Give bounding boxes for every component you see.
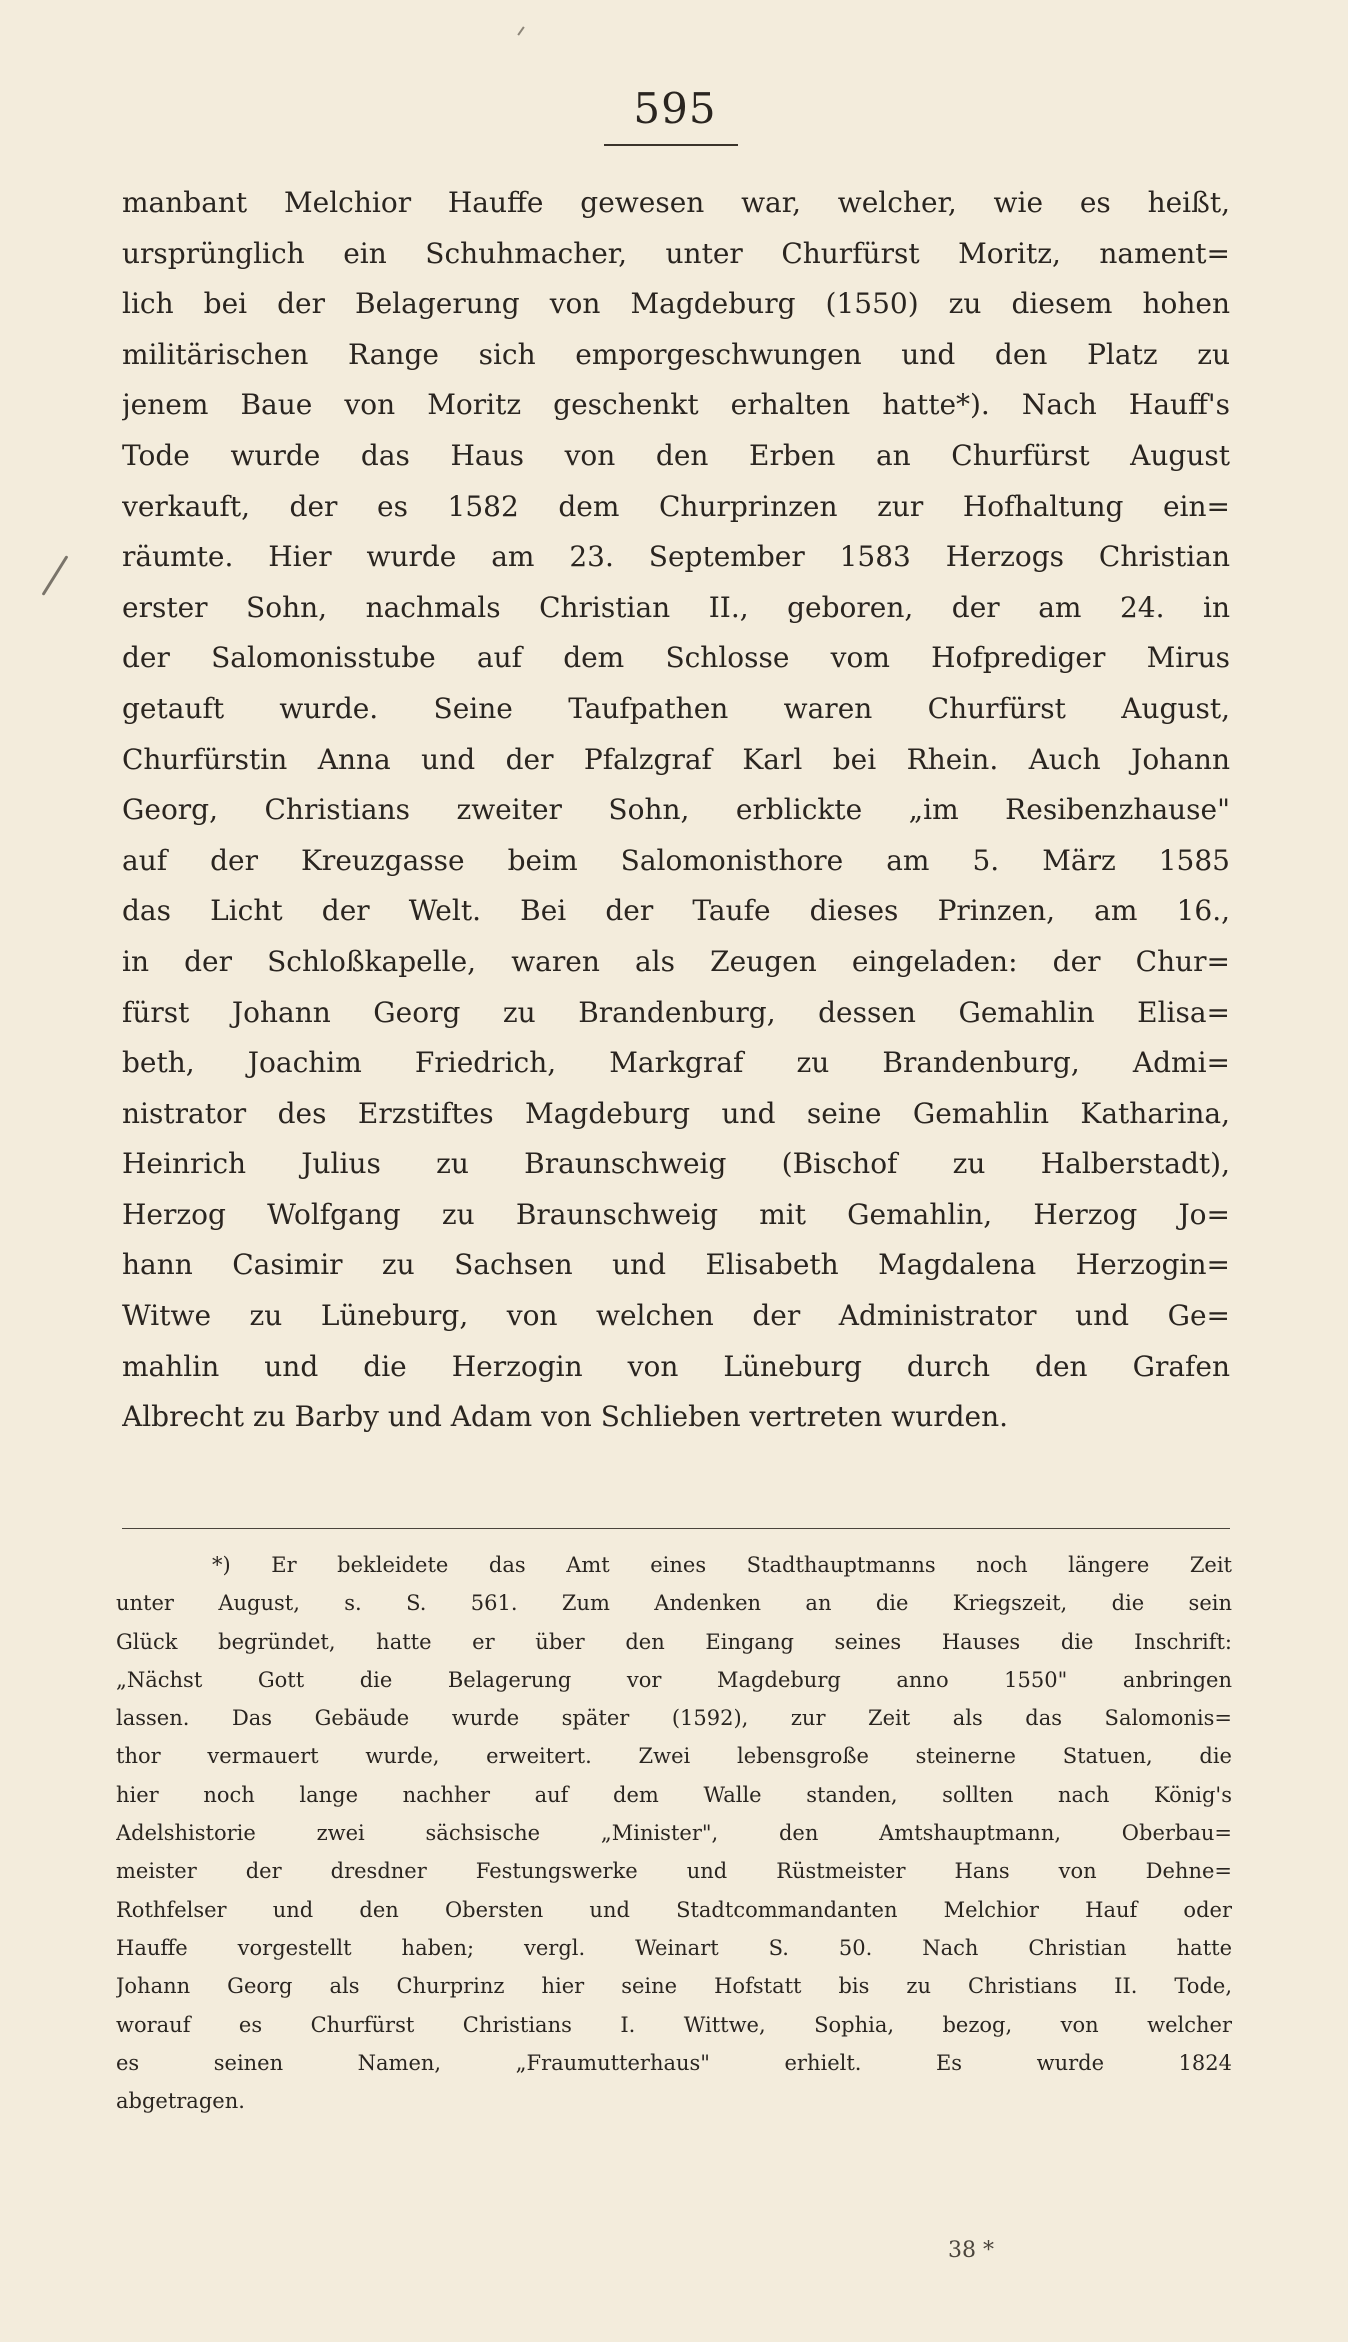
footnote: [116, 1546, 1232, 2120]
footnote-line: thor vermauert wurde, erweitert. Zwei lebensgroße steinerne Statuen, die: [116, 1744, 1232, 1769]
footnote-line: Rothfelser und den Obersten und Stadtcommandanten Melchior Hauf oder: [116, 1897, 1232, 1922]
body-line: der Salomonisstube auf dem Schlosse vom Hofprediger Mirus: [122, 641, 1230, 675]
body-line: Tode wurde das Haus von den Erben an Churfürst August: [122, 438, 1230, 472]
body-line: mahlin und die Herzogin von Lüneburg durch den Grafen: [122, 1349, 1230, 1383]
body-line: lich bei der Belagerung von Magdeburg (1550) zu diesem hohen: [122, 287, 1230, 321]
body-line: das Licht der Welt. Bei der Taufe dieses Prinzen, am 16.,: [122, 894, 1230, 928]
pencil-mark-margin: [42, 555, 69, 596]
body-line: fürst Johann Georg zu Brandenburg, dessen Gemahlin Elisa=: [122, 995, 1230, 1029]
body-line: Heinrich Julius zu Braunschweig (Bischof zu Halberstadt),: [122, 1147, 1230, 1181]
signature-mark: 38 *: [948, 2238, 994, 2263]
footnote-line: es seinen Namen, „Fraumutterhaus" erhielt. Es wurde 1824: [116, 2050, 1232, 2075]
footnote-line: lassen. Das Gebäude wurde später (1592), zur Zeit als das Salomonis=: [116, 1706, 1232, 1731]
footnote-line: Adelshistorie zwei sächsische „Minister", den Amtshauptmann, Oberbau=: [116, 1821, 1232, 1846]
footnote-line: Hauffe vorgestellt haben; vergl. Weinart S. 50. Nach Christian hatte: [116, 1935, 1232, 1960]
body-line: getauft wurde. Seine Taufpathen waren Churfürst August,: [122, 691, 1230, 725]
body-line: manbant Melchior Hauffe gewesen war, welcher, wie es heißt,: [122, 186, 1230, 219]
body-line: militärischen Range sich emporgeschwungen und den Platz zu: [122, 337, 1230, 371]
body-line: verkauft, der es 1582 dem Churprinzen zur Hofhaltung ein=: [122, 489, 1230, 523]
footnote-line: Glück begründet, hatte er über den Eingang seines Hauses die Inschrift:: [116, 1629, 1232, 1654]
body-line: Albrecht zu Barby und Adam von Schlieben vertreten wurden.: [122, 1400, 1009, 1434]
footnote-line: meister der dresdner Festungswerke und Rüstmeister Hans von Dehne=: [116, 1859, 1232, 1884]
footnote-line: abgetragen.: [116, 2089, 245, 2114]
page-number-rule: [604, 144, 738, 146]
pencil-mark-top: [517, 26, 524, 35]
footnote-line: worauf es Churfürst Christians I. Wittwe, Sophia, bezog, von welcher: [116, 2012, 1232, 2037]
body-line: in der Schloßkapelle, waren als Zeugen eingeladen: der Chur=: [122, 944, 1230, 978]
footnote-line: Johann Georg als Churprinz hier seine Hofstatt bis zu Christians II. Tode,: [116, 1974, 1232, 1999]
footnote-line: „Nächst Gott die Belagerung vor Magdeburg anno 1550" anbringen: [116, 1667, 1232, 1692]
body-line: Witwe zu Lüneburg, von welchen der Administrator und Ge=: [122, 1299, 1230, 1333]
page-number: 595: [633, 84, 717, 133]
body-line: ursprünglich ein Schuhmacher, unter Churfürst Moritz, nament=: [122, 236, 1230, 270]
body-line: auf der Kreuzgasse beim Salomonisthore am 5. März 1585: [122, 843, 1230, 877]
body-line: Georg, Christians zweiter Sohn, erblickte „im Resibenzhause": [122, 793, 1230, 827]
footnote-line: unter August, s. S. 561. Zum Andenken an die Kriegszeit, die sein: [116, 1591, 1232, 1616]
body-line: nistrator des Erzstiftes Magdeburg und seine Gemahlin Katharina,: [122, 1096, 1230, 1130]
body-text: [122, 178, 1230, 1443]
body-line: erster Sohn, nachmals Christian II., geboren, der am 24. in: [122, 590, 1230, 624]
body-line: jenem Baue von Moritz geschenkt erhalten hatte*). Nach Hauff's: [122, 388, 1230, 422]
body-line: beth, Joachim Friedrich, Markgraf zu Brandenburg, Admi=: [122, 1046, 1230, 1080]
body-line: Churfürstin Anna und der Pfalzgraf Karl bei Rhein. Auch Johann: [122, 742, 1230, 776]
body-line: Herzog Wolfgang zu Braunschweig mit Gemahlin, Herzog Jo=: [122, 1197, 1230, 1231]
footnote-separator: [122, 1528, 1230, 1529]
footnote-line: *) Er bekleidete das Amt eines Stadthauptmanns noch längere Zeit: [212, 1553, 1232, 1577]
body-line: hann Casimir zu Sachsen und Elisabeth Magdalena Herzogin=: [122, 1248, 1230, 1282]
body-line: räumte. Hier wurde am 23. September 1583 Herzogs Christian: [122, 540, 1230, 574]
footnote-line: hier noch lange nachher auf dem Walle standen, sollten nach König's: [116, 1782, 1232, 1807]
